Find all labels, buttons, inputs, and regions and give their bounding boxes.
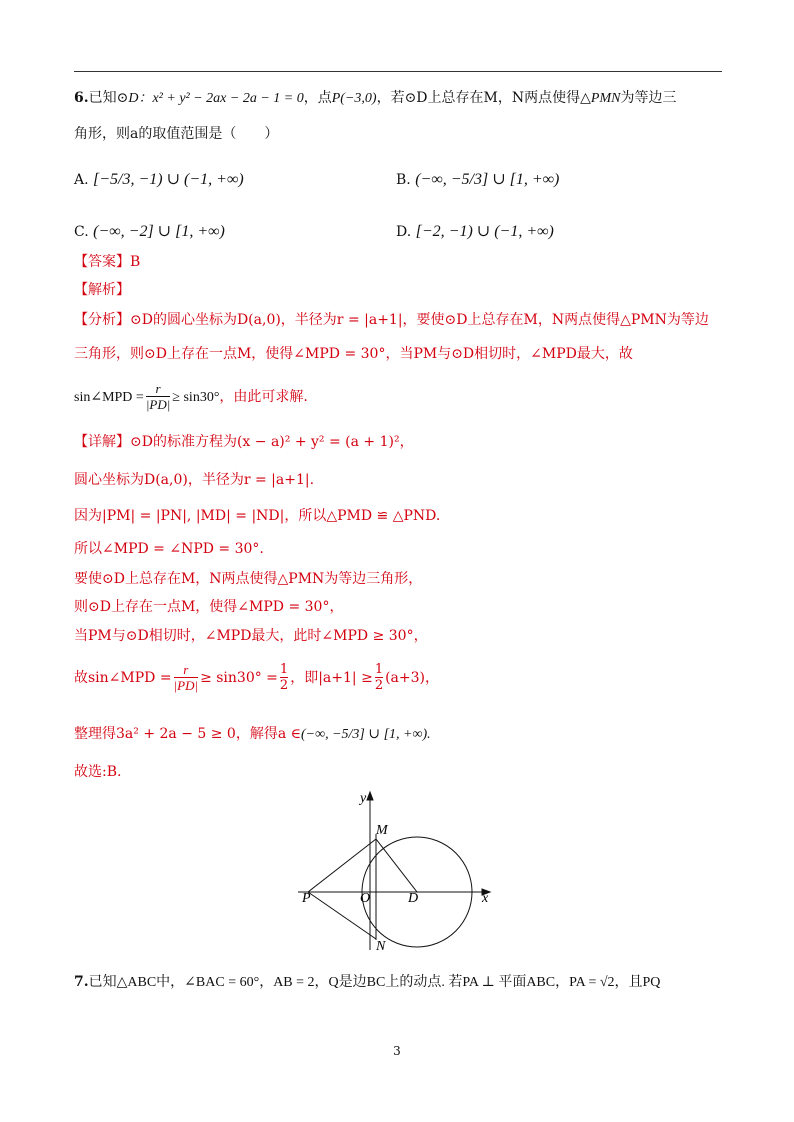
detail-line8: 故sin∠MPD = $\frac{r}{|PD|}$ ≥ sin30° = $\frac{1}{2}$ ，即|a+1| ≥ $\frac{1}{2}$ (a+3)， (74, 662, 440, 693)
detail-line2: 圆心坐标为D(a,0)，半径为r = |a+1|. (74, 472, 315, 488)
option-d: D. [−2, −1) ∪ (−1, +∞) (396, 223, 554, 240)
q6-circle-eq: ⊙D：x² + y² − 2ax − 2a − 1 = 0 (116, 91, 304, 106)
answer-value: B (130, 254, 141, 270)
label-n: N (376, 939, 386, 954)
geometry-figure (290, 784, 510, 954)
q6-stem-line2: 角形，则a的取值范围是（ ） (74, 126, 279, 142)
label-d: D (408, 891, 419, 906)
option-a: A. [−5/3, −1) ∪ (−1, +∞) (74, 171, 244, 188)
analysis-line1: 【分析】⊙D的圆心坐标为D(a,0)，半径为r = |a+1|，要使⊙D上总存在M，N两点使得△PMN为等边 (74, 312, 709, 328)
detail-line3: 因为|PM| = |PN|, |MD| = |ND|，所以△PMD ≌ △PND. (74, 508, 441, 524)
detail-line6: 则⊙D上存在一点M，使得∠MPD = 30°， (74, 599, 344, 615)
answer-line: 【答案】B (74, 254, 141, 270)
detail-line1: 【详解】⊙D的标准方程为(x − a)² + y² = (a + 1)²， (74, 434, 414, 450)
segment-pm (308, 839, 376, 892)
option-b: B. (−∞, −5/3] ∪ [1, +∞) (396, 171, 560, 188)
detail-line7: 当PM与⊙D相切时，∠MPD最大，此时∠MPD ≥ 30°， (74, 628, 428, 644)
segment-md (376, 839, 417, 892)
detail-line5: 要使⊙D上总存在M，N两点使得△PMN为等边三角形， (74, 571, 423, 587)
analysis-line3: sin∠MPD = $\frac{r}{|PD|}$ ≥ sin30°，由此可求解. (74, 381, 308, 412)
option-c: C. (−∞, −2] ∪ [1, +∞) (74, 223, 225, 240)
detail-line9: 整理得3a² + 2a − 5 ≥ 0，解得a ∈(−∞, −5/3] ∪ [1, +∞). (74, 726, 431, 742)
detail-line10: 故选:B. (74, 764, 122, 780)
q7-number: 7. (74, 974, 89, 990)
q6-stem-line1: 6.已知⊙D：x² + y² − 2ax − 2a − 1 = 0，点P(−3,0)，若⊙D上总存在M，N两点使得△PMN为等边三 (74, 90, 677, 106)
detail-line4: 所以∠MPD = ∠NPD = 30°. (74, 541, 264, 557)
header-rule (74, 71, 722, 72)
q6-point-p: P(−3,0) (331, 91, 377, 106)
q6-number: 6. (74, 90, 89, 106)
page-number: 3 (393, 1044, 401, 1058)
label-p: P (302, 891, 311, 906)
label-m: M (376, 823, 388, 838)
label-o: O (360, 891, 371, 906)
q7-stem: 7.已知△ABC中，∠BAC = 60°，AB = 2，Q是边BC上的动点. 若PA ⊥ 平面ABC，PA = √2，且PQ (74, 974, 661, 990)
x-axis (298, 889, 490, 895)
y-axis (367, 792, 373, 950)
analysis-line2: 三角形，则⊙D上存在一点M，使得∠MPD = 30°，当PM与⊙D相切时，∠MPD最大，故 (74, 346, 633, 362)
jiexi-tag: 【解析】 (74, 282, 130, 298)
label-y: y (360, 791, 367, 806)
label-x: x (482, 891, 489, 906)
